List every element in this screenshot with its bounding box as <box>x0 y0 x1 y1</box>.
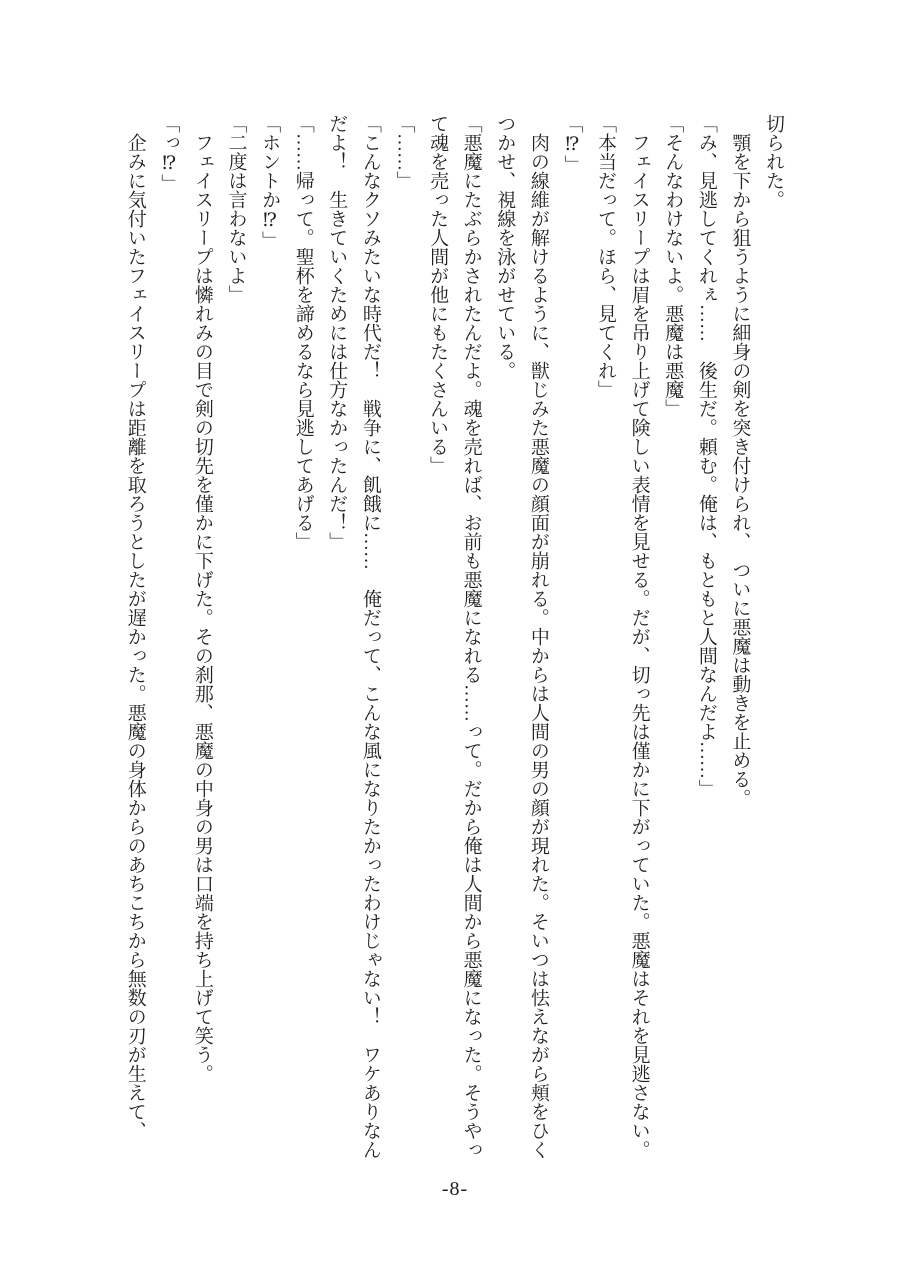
paragraph-14-dialogue: 「二度は言わないよ」 <box>225 114 247 304</box>
paragraph-06-dialogue: 「本当だって。ほら、見てくれ」 <box>595 114 617 399</box>
page-number: -8- <box>441 1178 469 1200</box>
paragraph-17: 企みに気付いたフェイスリープは距離を取ろうとしたが遅かった。悪魔の身体からのあちこちから無数の刃が生えて、 <box>124 133 146 1140</box>
paragraph-02: 顎を下から狙うように細身の剣を突き付けられ、 ついに悪魔は動きを止める。 <box>729 133 751 808</box>
paragraph-03-dialogue: 「み、見逃してくれぇ…… 後生だ。頼む。俺は、もともと人間なんだよ……」 <box>695 114 717 798</box>
vertical-text-block <box>114 114 790 1164</box>
paragraph-04-dialogue: 「そんなわけないよ。悪魔は悪魔」 <box>662 114 684 418</box>
paragraph-13-dialogue: 「ホントか⁉」 <box>259 114 281 250</box>
paragraph-07-dialogue: 「⁉」 <box>561 114 583 174</box>
paragraph-08: 肉の線維が解けるように、獣じみた悪魔の顔面が崩れる。中からは人間の男の顔が現れた。そいつは怯えながら頬をひくつかせ、視線を泳がせている。 <box>494 114 549 1159</box>
paragraph-15: フェイスリープは憐れみの目で剣の切先を僅かに下げた。その刹那、悪魔の中身の男は口端を持ち上げて笑う。 <box>191 133 213 1083</box>
paragraph-10-dialogue: 「……」 <box>393 114 415 190</box>
paragraph-09-dialogue: 「悪魔にたぶらかされたんだよ。魂を売れば、お前も悪魔になれる……って。だから俺は人間から悪魔になった。そうやって魂を売った人間が他にもたくさんいる」 <box>427 114 482 1159</box>
paragraph-01: 切られた。 <box>763 114 784 209</box>
paragraph-11-dialogue: 「こんなクソみたいな時代だ！ 戦争に、飢餓に…… 俺だって、こんな風になりたかったわけじゃない！ ワケありなんだよ！ 生きていくためには仕方なかったんだ！」 <box>326 114 381 1159</box>
paragraph-12-dialogue: 「……帰って。聖杯を諦めるなら見逃してあげる」 <box>292 114 314 551</box>
paragraph-05: フェイスリープは眉を吊り上げて険しい表情を見せる。だが、切っ先は僅かに下がっていた。悪魔はそれを見逃さない。 <box>628 133 650 1159</box>
paragraph-16-dialogue: 「っ⁉」 <box>158 114 180 193</box>
